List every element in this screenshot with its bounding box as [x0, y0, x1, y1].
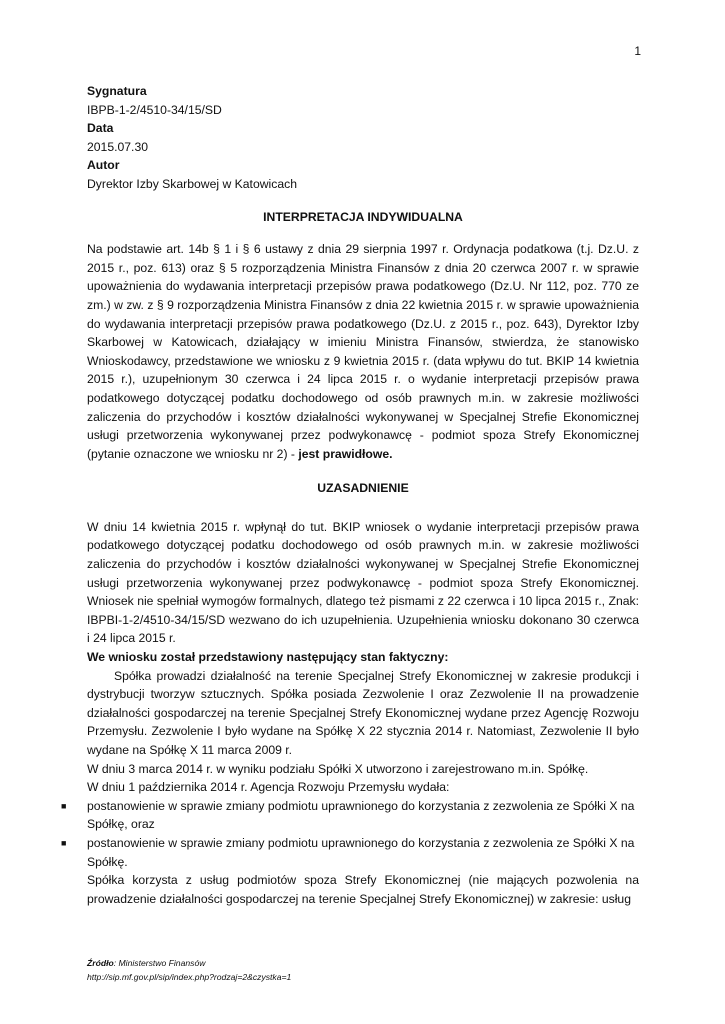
footer-source-label: Źródło — [87, 958, 114, 968]
signature-label: Sygnatura — [87, 84, 147, 98]
decisions-list — [61, 797, 639, 871]
facts-last-paragraph: Spółka korzysta z usług podmiotów spoza Strefy Ekonomicznej (nie mających pozwolenia na prowadzenie działalności gospodarczej na terenie Specjalnej Strefy Ekonomicznej) w zakresie: usług — [87, 873, 639, 906]
list-item-text: postanowienie w sprawie zmiany podmiotu uprawnionego do korzystania z zezwolenia ze Spółki X na Spółkę. — [87, 835, 635, 869]
signature-value: IBPB-1-2/4510-34/15/SD — [87, 102, 222, 117]
footer — [87, 956, 291, 984]
footer-source — [87, 956, 291, 970]
justification-paragraph: W dniu 14 kwietnia 2015 r. wpłynął do tut. BKIP wniosek o wydanie interpretacji przepisów prawa podatkowego dotyczącej podatku dochodowego od osób prawnych m.in. w zakresie możliwości zaliczenia do przychodów i kosztów działalności wykonywanej w Specjalnej Strefie Ekonomicznej usługi przetworzenia wykonywanej przez podwykonawcę - podmiot spoza Strefy Ekonomicznej. Wniosek nie spełniał wymogów formalnych, dlatego też pismami z 22 czerwca i 10 lipca 2015 r., Znak: IBPBI-1-2/4510-34/15/SD wezwano do ich uzupełnienia. Uzupełnienia wniosku dokonano 30 czerwca i 24 lipca 2015 r. — [87, 519, 639, 646]
facts-heading: We wniosku został przedstawiony następujący stan faktyczny: — [87, 650, 449, 665]
footer-url: http://sip.mf.gov.pl/sip/index.php?rodzaj=2&czystka=1 — [87, 972, 292, 982]
list-item — [61, 834, 639, 871]
list-item — [61, 797, 639, 834]
intro-text: Na podstawie art. 14b § 1 i § 6 ustawy z dnia 29 sierpnia 1997 r. Ordynacja podatkowa (t.j. Dz.U. z 2015 r., poz. 613) oraz § 5 rozporządzenia Ministra Finansów z dnia 20 czerwca 2007 r. w sprawie upoważnienia do wydawania interpretacji przepisów prawa podatkowego (Dz.U. Nr 112, poz. 770 ze zm.) w zw. z § 9 rozporządzenia Ministra Finansów z dnia 22 kwietnia 2015 r. w sprawie upoważnienia do wydawania interpretacji przepisów prawa podatkowego (Dz.U. z 2015 r., poz. 643), Dyrektor Izby Skarbowej w Katowicach, działający w imieniu Ministra Finansów, stwierdza, że stanowisko Wnioskodawcy, przedstawione we wniosku z 9 kwietnia 2015 r. (data wpływu do tut. BKIP 14 kwietnia 2015 r.), uzupełnionym 30 czerwca i 24 lipca 2015 r. o wydanie interpretacji przepisów prawa podatkowego dotyczącej podatku dochodowego od osób prawnych m.in. w zakresie możliwości zaliczenia do przychodów i kosztów działalności wykonywanej w Specjalnej Strefie Ekonomicznej usługi przetworzenia wykonywanej przez podwykonawcę - podmiot spoza Strefy Ekonomicznej (pytanie oznaczone we wniosku nr 2) - — [87, 242, 639, 461]
facts-line-decisions: W dniu 1 października 2014 r. Agencja Rozwoju Przemysłu wydała: — [87, 780, 450, 795]
section-title: UZASADNIENIE — [317, 481, 409, 496]
document-title: INTERPRETACJA INDYWIDUALNA — [263, 209, 463, 224]
facts-line-split: W dniu 3 marca 2014 r. w wyniku podziału Spółki X utworzono i zarejestrowano m.in. Spółkę. — [87, 761, 589, 776]
footer-source-value: : Ministerstwo Finansów — [113, 958, 206, 968]
intro-paragraph — [87, 240, 639, 463]
page-number: 1 — [634, 44, 641, 58]
author-value: Dyrektor Izby Skarbowej w Katowicach — [87, 176, 297, 191]
intro-verdict: jest prawidłowe. — [298, 446, 393, 461]
facts-paragraph: Spółka prowadzi działalność na terenie Specjalnej Strefy Ekonomicznej w zakresie produkcji i dystrybucji tworzyw sztucznych. Spółka posiada Zezwolenie I oraz Zezwolenie II na prowadzenie działalności gospodarczej na terenie Specjalnej Strefy Ekonomicznej wydane przez Agencję Rozwoju Przemysłu. Zezwolenie I było wydane na Spółkę X 22 stycznia 2014 r. Natomiast, Zezwolenie II było wydane na Spółkę X 11 marca 2009 r. — [87, 668, 639, 757]
list-item-text: postanowienie w sprawie zmiany podmiotu uprawnionego do korzystania z zezwolenia ze Spółki X na Spółkę, oraz — [87, 798, 635, 832]
date-label: Data — [87, 121, 114, 136]
bullet-icon: ■ — [61, 837, 67, 848]
bullet-icon: ■ — [61, 800, 67, 811]
document-body — [61, 82, 639, 908]
author-label: Autor — [87, 158, 120, 173]
date-value: 2015.07.30 — [87, 139, 148, 154]
